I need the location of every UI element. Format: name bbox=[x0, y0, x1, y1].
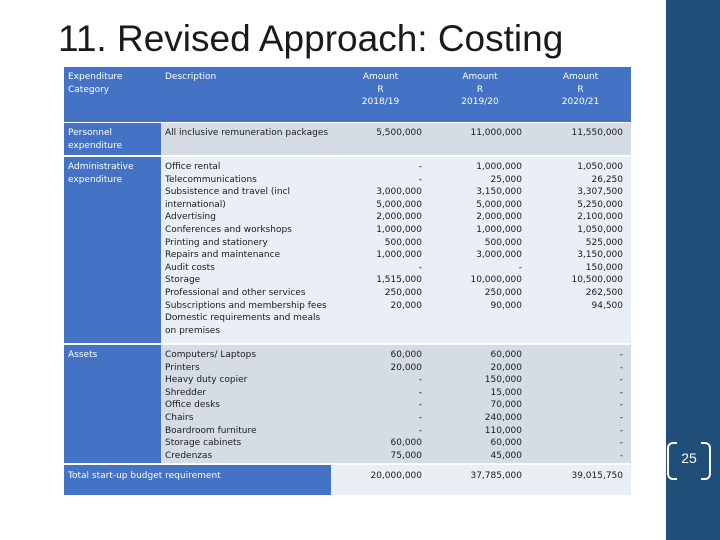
value-line: - bbox=[418, 262, 422, 273]
row-value-2018-assets bbox=[331, 345, 430, 464]
value-line: 60,000 bbox=[490, 350, 522, 360]
slide-number-badge bbox=[663, 440, 715, 480]
header-line: Amount bbox=[362, 72, 399, 82]
description-line: Telecommunications bbox=[165, 174, 257, 185]
value-line: 500,000 bbox=[484, 237, 522, 248]
value-line: - bbox=[619, 400, 623, 411]
value-line: 10,000,000 bbox=[470, 275, 522, 286]
description-line: on premises bbox=[165, 325, 221, 336]
description-line: Audit costs bbox=[165, 262, 215, 273]
value-line: 1,000,000 bbox=[476, 224, 522, 235]
value-line: - bbox=[418, 387, 422, 398]
value-line: 5,500,000 bbox=[376, 128, 422, 138]
value-line: - bbox=[619, 450, 623, 461]
value-line: 3,150,000 bbox=[577, 250, 623, 261]
total-value-2019: 37,785,000 bbox=[430, 465, 530, 495]
description-line: Office rental bbox=[165, 162, 221, 172]
description-line: Advertising bbox=[165, 212, 216, 223]
value-line: 45,000 bbox=[490, 450, 522, 461]
value-line: - bbox=[619, 375, 623, 386]
value-line: - bbox=[418, 162, 422, 172]
costing-table bbox=[64, 67, 664, 495]
description-line: Domestic requirements and meals bbox=[165, 313, 321, 324]
header-description: Description bbox=[161, 67, 331, 122]
value-line: - bbox=[518, 262, 522, 273]
description-line: Office desks bbox=[165, 400, 220, 411]
header-line: R bbox=[377, 84, 384, 95]
value-line: 110,000 bbox=[484, 425, 522, 436]
value-line: 3,150,000 bbox=[476, 187, 522, 198]
row-value-2020-personnel bbox=[530, 123, 631, 156]
value-line: 60,000 bbox=[390, 350, 422, 360]
total-value-2020: 39,015,750 bbox=[530, 465, 631, 495]
value-line: - bbox=[619, 387, 623, 398]
value-line: - bbox=[619, 412, 623, 423]
value-line: 3,000,000 bbox=[476, 250, 522, 261]
value-line: 1,050,000 bbox=[577, 224, 623, 235]
value-line: 90,000 bbox=[490, 300, 522, 311]
row-category-administrative: Administrative expenditure bbox=[64, 157, 161, 344]
description-line: Repairs and maintenance bbox=[165, 250, 281, 261]
value-line: 94,500 bbox=[591, 300, 623, 311]
value-line: 15,000 bbox=[490, 387, 522, 398]
value-line: 60,000 bbox=[490, 438, 522, 449]
description-line: Credenzas bbox=[165, 450, 213, 461]
description-line: Subscriptions and membership fees bbox=[165, 300, 327, 311]
description-line: Storage cabinets bbox=[165, 438, 242, 449]
value-line: 5,250,000 bbox=[577, 199, 623, 210]
value-line: 70,000 bbox=[490, 400, 522, 411]
header-amount-2018 bbox=[331, 67, 430, 122]
header-line: R bbox=[577, 84, 584, 95]
description-line: Professional and other services bbox=[165, 287, 306, 298]
description-line: Storage bbox=[165, 275, 201, 286]
value-line: 1,050,000 bbox=[577, 162, 623, 172]
value-line: - bbox=[418, 412, 422, 423]
value-line: 26,250 bbox=[591, 174, 623, 185]
slide-title: 11. Revised Approach: Costing bbox=[58, 18, 564, 59]
value-line: 262,500 bbox=[585, 287, 623, 298]
row-category-personnel: Personnel expenditure bbox=[64, 123, 161, 156]
value-line: 1,515,000 bbox=[376, 275, 422, 286]
value-line: 250,000 bbox=[384, 287, 422, 298]
value-line: 2,000,000 bbox=[376, 212, 422, 223]
value-line: - bbox=[418, 425, 422, 436]
value-line: - bbox=[619, 350, 623, 360]
description-line: Printers bbox=[165, 362, 200, 373]
row-value-2019-assets bbox=[430, 345, 530, 464]
value-line: 3,000,000 bbox=[376, 187, 422, 198]
row-value-2018-administrative bbox=[331, 157, 430, 344]
value-line: - bbox=[619, 425, 623, 436]
description-line: Printing and stationery bbox=[165, 237, 268, 248]
description-line: Boardroom furniture bbox=[165, 425, 257, 436]
value-line: 11,000,000 bbox=[470, 128, 522, 138]
value-line: 3,307,500 bbox=[577, 187, 623, 198]
description-line: All inclusive remuneration packages bbox=[165, 128, 329, 138]
header-line: 2020/21 bbox=[561, 97, 600, 108]
slide-number: 25 bbox=[681, 450, 697, 466]
value-line: 20,000 bbox=[390, 362, 422, 373]
row-description-personnel bbox=[161, 123, 331, 156]
header-line: 2018/19 bbox=[361, 97, 400, 108]
value-line: 75,000 bbox=[390, 450, 422, 461]
row-value-2019-administrative bbox=[430, 157, 530, 344]
header-line: R bbox=[476, 84, 484, 95]
value-line: 1,000,000 bbox=[376, 224, 422, 235]
value-line: 60,000 bbox=[390, 438, 422, 449]
value-line: 2,000,000 bbox=[476, 212, 522, 223]
row-category-assets: Assets bbox=[64, 345, 161, 464]
header-line: 2019/20 bbox=[461, 97, 499, 108]
value-line: 11,550,000 bbox=[571, 128, 623, 138]
row-value-2020-assets bbox=[530, 345, 631, 464]
row-description-assets bbox=[161, 345, 331, 464]
description-line: Chairs bbox=[165, 412, 194, 423]
value-line: 1,000,000 bbox=[376, 250, 422, 261]
value-line: 250,000 bbox=[484, 287, 522, 298]
total-label: Total start-up budget requirement bbox=[64, 465, 331, 495]
value-line: 1,000,000 bbox=[476, 162, 522, 172]
header-line: Amount bbox=[562, 72, 599, 82]
header-category: Expenditure Category bbox=[64, 67, 161, 122]
description-line: Computers/ Laptops bbox=[165, 350, 257, 360]
value-line: - bbox=[418, 375, 422, 386]
value-line: 150,000 bbox=[484, 375, 522, 386]
value-line: 10,500,000 bbox=[571, 275, 623, 286]
row-description-administrative bbox=[161, 157, 331, 344]
value-line: 500,000 bbox=[384, 237, 422, 248]
value-line: - bbox=[418, 400, 422, 411]
value-line: 5,000,000 bbox=[476, 199, 522, 210]
value-line: 20,000 bbox=[490, 362, 522, 373]
value-line: - bbox=[619, 362, 623, 373]
value-line: 2,100,000 bbox=[577, 212, 623, 223]
description-line: Heavy duty copier bbox=[165, 375, 248, 386]
description-line: international) bbox=[165, 199, 226, 210]
description-line: Subsistence and travel (incl bbox=[165, 187, 291, 198]
description-line: Conferences and workshops bbox=[165, 224, 292, 235]
value-line: - bbox=[418, 174, 422, 185]
value-line: 150,000 bbox=[585, 262, 623, 273]
total-value-2018: 20,000,000 bbox=[331, 465, 430, 495]
value-line: 240,000 bbox=[484, 412, 522, 423]
value-line: 20,000 bbox=[390, 300, 422, 311]
value-line: 525,000 bbox=[585, 237, 623, 248]
row-value-2019-personnel bbox=[430, 123, 530, 156]
description-line: Shredder bbox=[165, 387, 207, 398]
header-amount-2019 bbox=[430, 67, 530, 122]
value-line: 5,000,000 bbox=[376, 199, 422, 210]
row-value-2018-personnel bbox=[331, 123, 430, 156]
header-amount-2020 bbox=[530, 67, 631, 122]
value-line: 25,000 bbox=[490, 174, 522, 185]
row-value-2020-administrative bbox=[530, 157, 631, 344]
value-line: - bbox=[619, 438, 623, 449]
header-line: Amount bbox=[462, 72, 498, 82]
